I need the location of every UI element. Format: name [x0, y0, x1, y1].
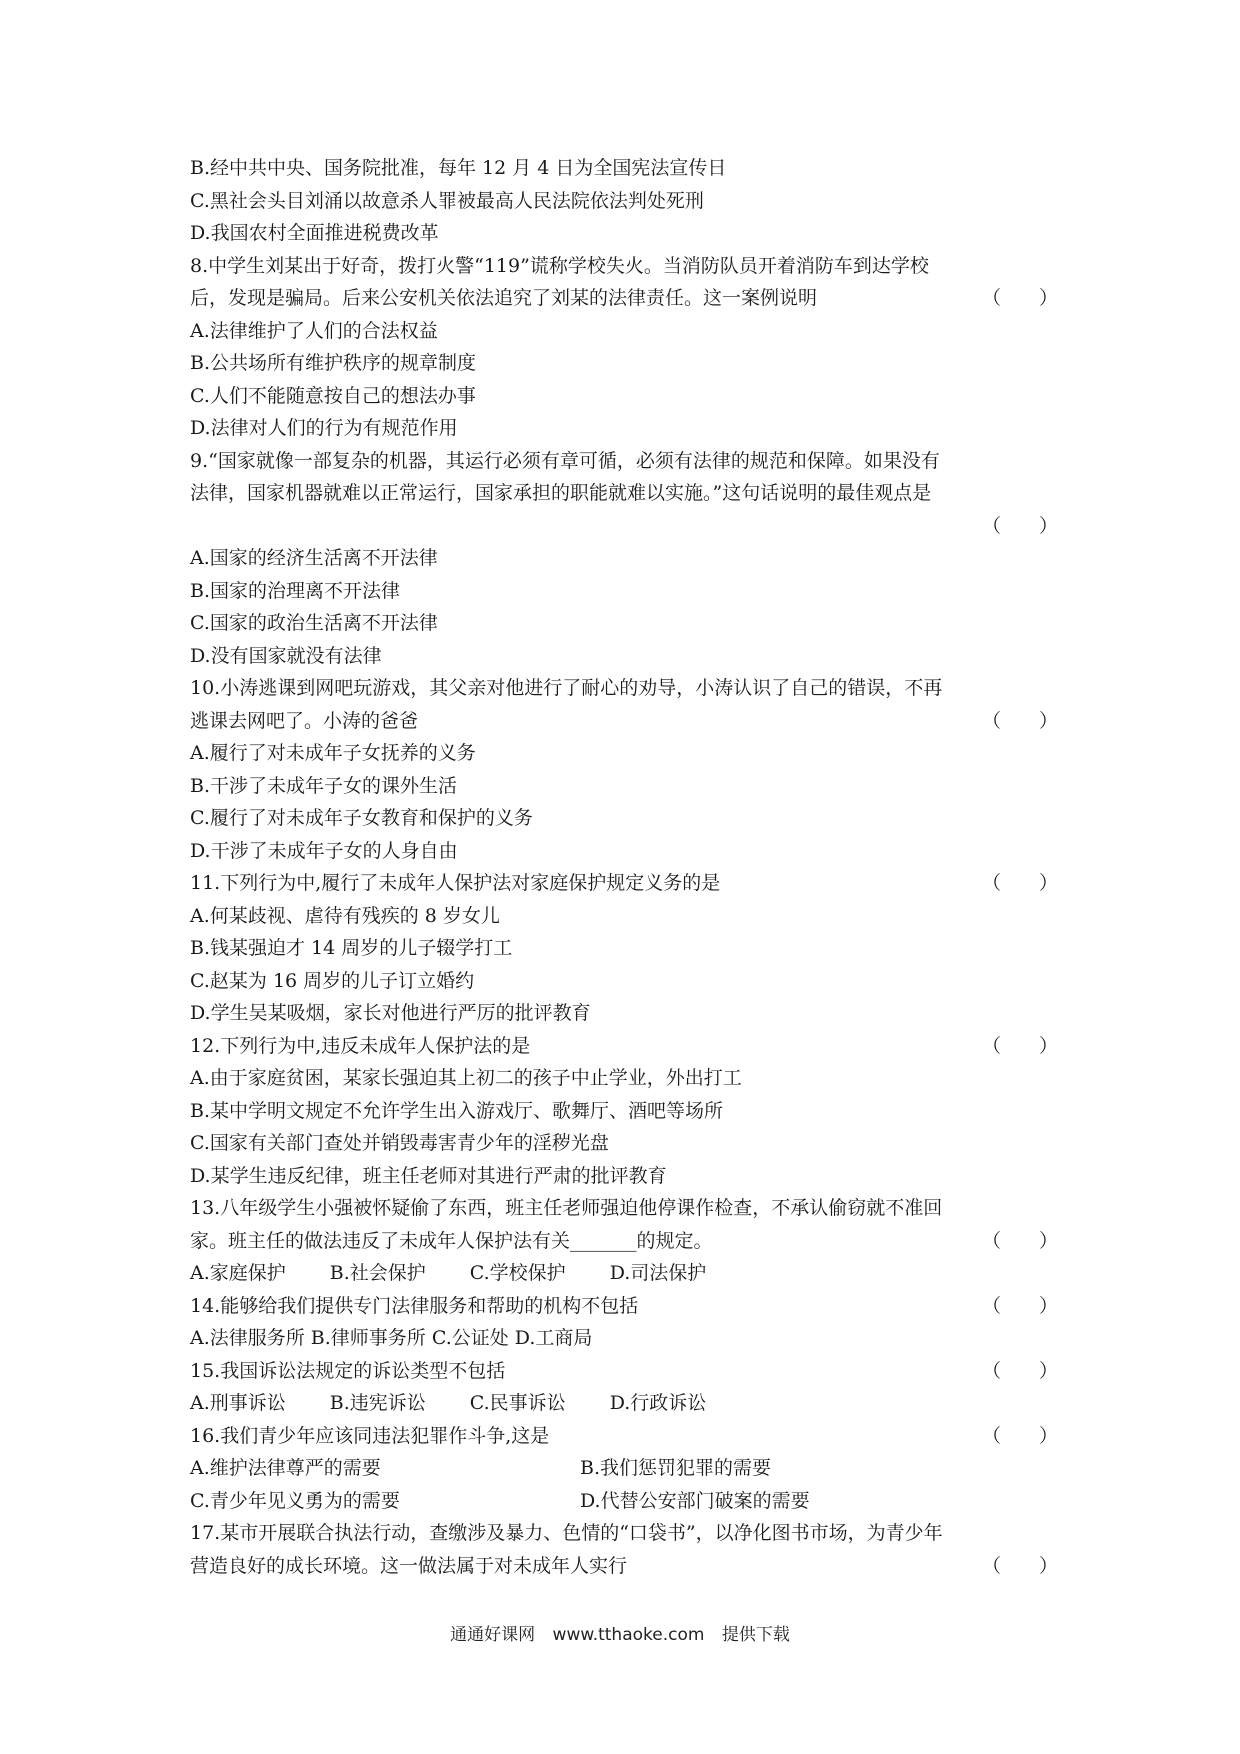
- text-line: [190, 900, 1058, 933]
- line-text: 10.小涛逃课到网吧玩游戏，其父亲对他进行了耐心的劝导，小涛认识了自己的错误，不再: [190, 677, 943, 699]
- text-line: [190, 737, 1058, 770]
- text-line: [190, 1030, 1058, 1063]
- line-text: 9.“国家就像一部复杂的机器，其运行必须有章可循，必须有法律的规范和保障。如果没有: [190, 449, 940, 472]
- line-text: 13.八年级学生小强被怀疑偷了东西，班主任老师强迫他停课作检查，不承认偷窃就不准回: [190, 1197, 943, 1219]
- answer-option: B.违宪诉讼: [329, 1392, 426, 1414]
- text-line: [190, 1257, 1058, 1290]
- text-line: [190, 1225, 1058, 1258]
- text-line: [190, 1322, 1058, 1355]
- line-text: 逃课去网吧了。小涛的爸爸: [190, 709, 419, 732]
- text-line: [190, 965, 1058, 998]
- answer-blank-parentheses: （ ）: [981, 1424, 1058, 1447]
- line-text: 14.能够给我们提供专门法律服务和帮助的机构不包括: [190, 1294, 639, 1317]
- line-text: A.法律维护了人们的合法权益: [190, 319, 438, 342]
- line-text: 17.某市开展联合执法行动，查缴涉及暴力、色情的“口袋书”，以净化图书市场，为青少年: [190, 1522, 943, 1544]
- question-content: [190, 152, 1058, 1582]
- line-text: 8.中学生刘某出于好奇，拨打火警“119”谎称学校失火。当消防队员开着消防车到达学校: [190, 254, 929, 277]
- line-text: B.国家的治理离不开法律: [190, 579, 401, 602]
- text-line: [190, 575, 1058, 608]
- line-text: A.国家的经济生活离不开法律: [190, 547, 438, 569]
- line-text: 15.我国诉讼法规定的诉讼类型不包括: [190, 1359, 506, 1382]
- text-line: [190, 640, 1058, 673]
- answer-option: C.青少年见义勇为的需要: [190, 1489, 400, 1512]
- answer-option: D.行政诉讼: [609, 1392, 707, 1414]
- line-text: C.履行了对未成年子女教育和保护的义务: [190, 807, 533, 829]
- answer-blank-parentheses: （ ）: [981, 514, 1058, 537]
- text-line: [190, 380, 1058, 413]
- line-text: 后，发现是骗局。后来公安机关依法追究了刘某的法律责任。这一案例说明: [190, 287, 818, 309]
- line-text: 家。班主任的做法违反了未成年人保护法有关_______的规定。: [190, 1229, 713, 1252]
- text-line: [190, 1420, 1058, 1453]
- line-text: A.何某歧视、虐待有残疾的 8 岁女儿: [190, 904, 500, 927]
- text-line: [190, 510, 1058, 543]
- text-line: [190, 282, 1058, 315]
- answer-blank-parentheses: （ ）: [981, 1229, 1058, 1252]
- answer-option: C.学校保护: [469, 1262, 566, 1284]
- answer-blank-parentheses: （ ）: [981, 872, 1058, 894]
- text-line: [190, 835, 1058, 868]
- line-text: 16.我们青少年应该同违法犯罪作斗争,这是: [190, 1424, 550, 1447]
- text-line: [190, 445, 1058, 478]
- footer-site-name: 通通好课网: [450, 1625, 536, 1645]
- answer-option: D.司法保护: [609, 1262, 707, 1284]
- line-text: A.履行了对未成年子女抚养的义务: [190, 742, 476, 764]
- line-text: 法律，国家机器就难以正常运行，国家承担的职能就难以实施。”这句话说明的最佳观点是: [190, 482, 932, 504]
- text-line: [190, 1452, 1058, 1485]
- text-line: [190, 997, 1058, 1030]
- text-line: [190, 185, 1058, 218]
- text-line: [190, 705, 1058, 738]
- answer-option: D.代替公安部门破案的需要: [580, 1489, 810, 1512]
- text-line: [190, 1062, 1058, 1095]
- text-line: [190, 802, 1058, 835]
- answer-blank-parentheses: （ ）: [981, 1294, 1058, 1317]
- line-text: C.国家的政治生活离不开法律: [190, 612, 438, 634]
- text-line: [190, 477, 1058, 510]
- text-line: [190, 152, 1058, 185]
- line-text: D.干涉了未成年子女的人身自由: [190, 839, 458, 862]
- text-line: [190, 1127, 1058, 1160]
- text-line: [190, 1387, 1058, 1420]
- line-text: D.我国农村全面推进税费改革: [190, 222, 439, 244]
- line-text: C.国家有关部门查处并销毁毒害青少年的淫秽光盘: [190, 1132, 609, 1154]
- text-line: [190, 1095, 1058, 1128]
- text-line: [190, 770, 1058, 803]
- line-text: B.钱某强迫才 14 周岁的儿子辍学打工: [190, 937, 513, 959]
- text-line: [190, 250, 1058, 283]
- text-line: [190, 347, 1058, 380]
- answer-blank-parentheses: （ ）: [981, 1034, 1058, 1057]
- text-line: [190, 1485, 1058, 1518]
- text-line: [190, 1192, 1058, 1225]
- text-line: [190, 1550, 1058, 1583]
- line-text: C.黑社会头目刘涌以故意杀人罪被最高人民法院依法判处死刑: [190, 189, 704, 212]
- line-text: 11.下列行为中,履行了未成年人保护法对家庭保护规定义务的是: [190, 872, 721, 894]
- line-text: D.没有国家就没有法律: [190, 644, 382, 667]
- text-line: [190, 1517, 1058, 1550]
- line-text: A.法律服务所 B.律师事务所 C.公证处 D.工商局: [190, 1327, 593, 1349]
- text-line: [190, 1290, 1058, 1323]
- footer-url[interactable]: www.tthaoke.com: [552, 1625, 705, 1645]
- line-text: C.赵某为 16 周岁的儿子订立婚约: [190, 969, 475, 992]
- page-footer: [0, 1620, 1240, 1645]
- answer-blank-parentheses: （ ）: [981, 709, 1058, 732]
- line-text: 营造良好的成长环境。这一做法属于对未成年人实行: [190, 1554, 628, 1577]
- line-text: B.经中共中央、国务院批准，每年 12 月 4 日为全国宪法宣传日: [190, 157, 727, 179]
- answer-blank-parentheses: （ ）: [981, 1359, 1058, 1382]
- line-text: B.公共场所有维护秩序的规章制度: [190, 352, 477, 374]
- text-line: [190, 672, 1058, 705]
- line-text: D.学生吴某吸烟，家长对他进行严厉的批评教育: [190, 1002, 591, 1024]
- answer-option: A.维护法律尊严的需要: [190, 1457, 381, 1479]
- text-line: [190, 867, 1058, 900]
- line-text: D.某学生违反纪律，班主任老师对其进行严肃的批评教育: [190, 1164, 667, 1187]
- text-line: [190, 1160, 1058, 1193]
- answer-blank-parentheses: （ ）: [981, 1554, 1058, 1577]
- line-text: C.人们不能随意按自己的想法办事: [190, 384, 476, 407]
- answer-option: B.社会保护: [329, 1262, 426, 1284]
- line-text: D.法律对人们的行为有规范作用: [190, 417, 458, 439]
- line-text: B.某中学明文规定不允许学生出入游戏厅、歌舞厅、酒吧等场所: [190, 1099, 724, 1122]
- text-line: [190, 1355, 1058, 1388]
- footer-suffix: 提供下载: [721, 1625, 790, 1645]
- text-line: [190, 932, 1058, 965]
- answer-option: C.民事诉讼: [469, 1392, 566, 1414]
- answer-option: B.我们惩罚犯罪的需要: [580, 1457, 772, 1479]
- line-text: A.由于家庭贫困，某家长强迫其上初二的孩子中止学业，外出打工: [190, 1067, 742, 1089]
- text-line: [190, 542, 1058, 575]
- line-text: 12.下列行为中,违反未成年人保护法的是: [190, 1034, 531, 1057]
- answer-option: A.家庭保护: [190, 1262, 286, 1284]
- answer-option: A.刑事诉讼: [190, 1392, 286, 1414]
- text-line: [190, 412, 1058, 445]
- text-line: [190, 217, 1058, 250]
- answer-blank-parentheses: （ ）: [981, 287, 1058, 309]
- line-text: B.干涉了未成年子女的课外生活: [190, 774, 458, 797]
- text-line: [190, 315, 1058, 348]
- text-line: [190, 607, 1058, 640]
